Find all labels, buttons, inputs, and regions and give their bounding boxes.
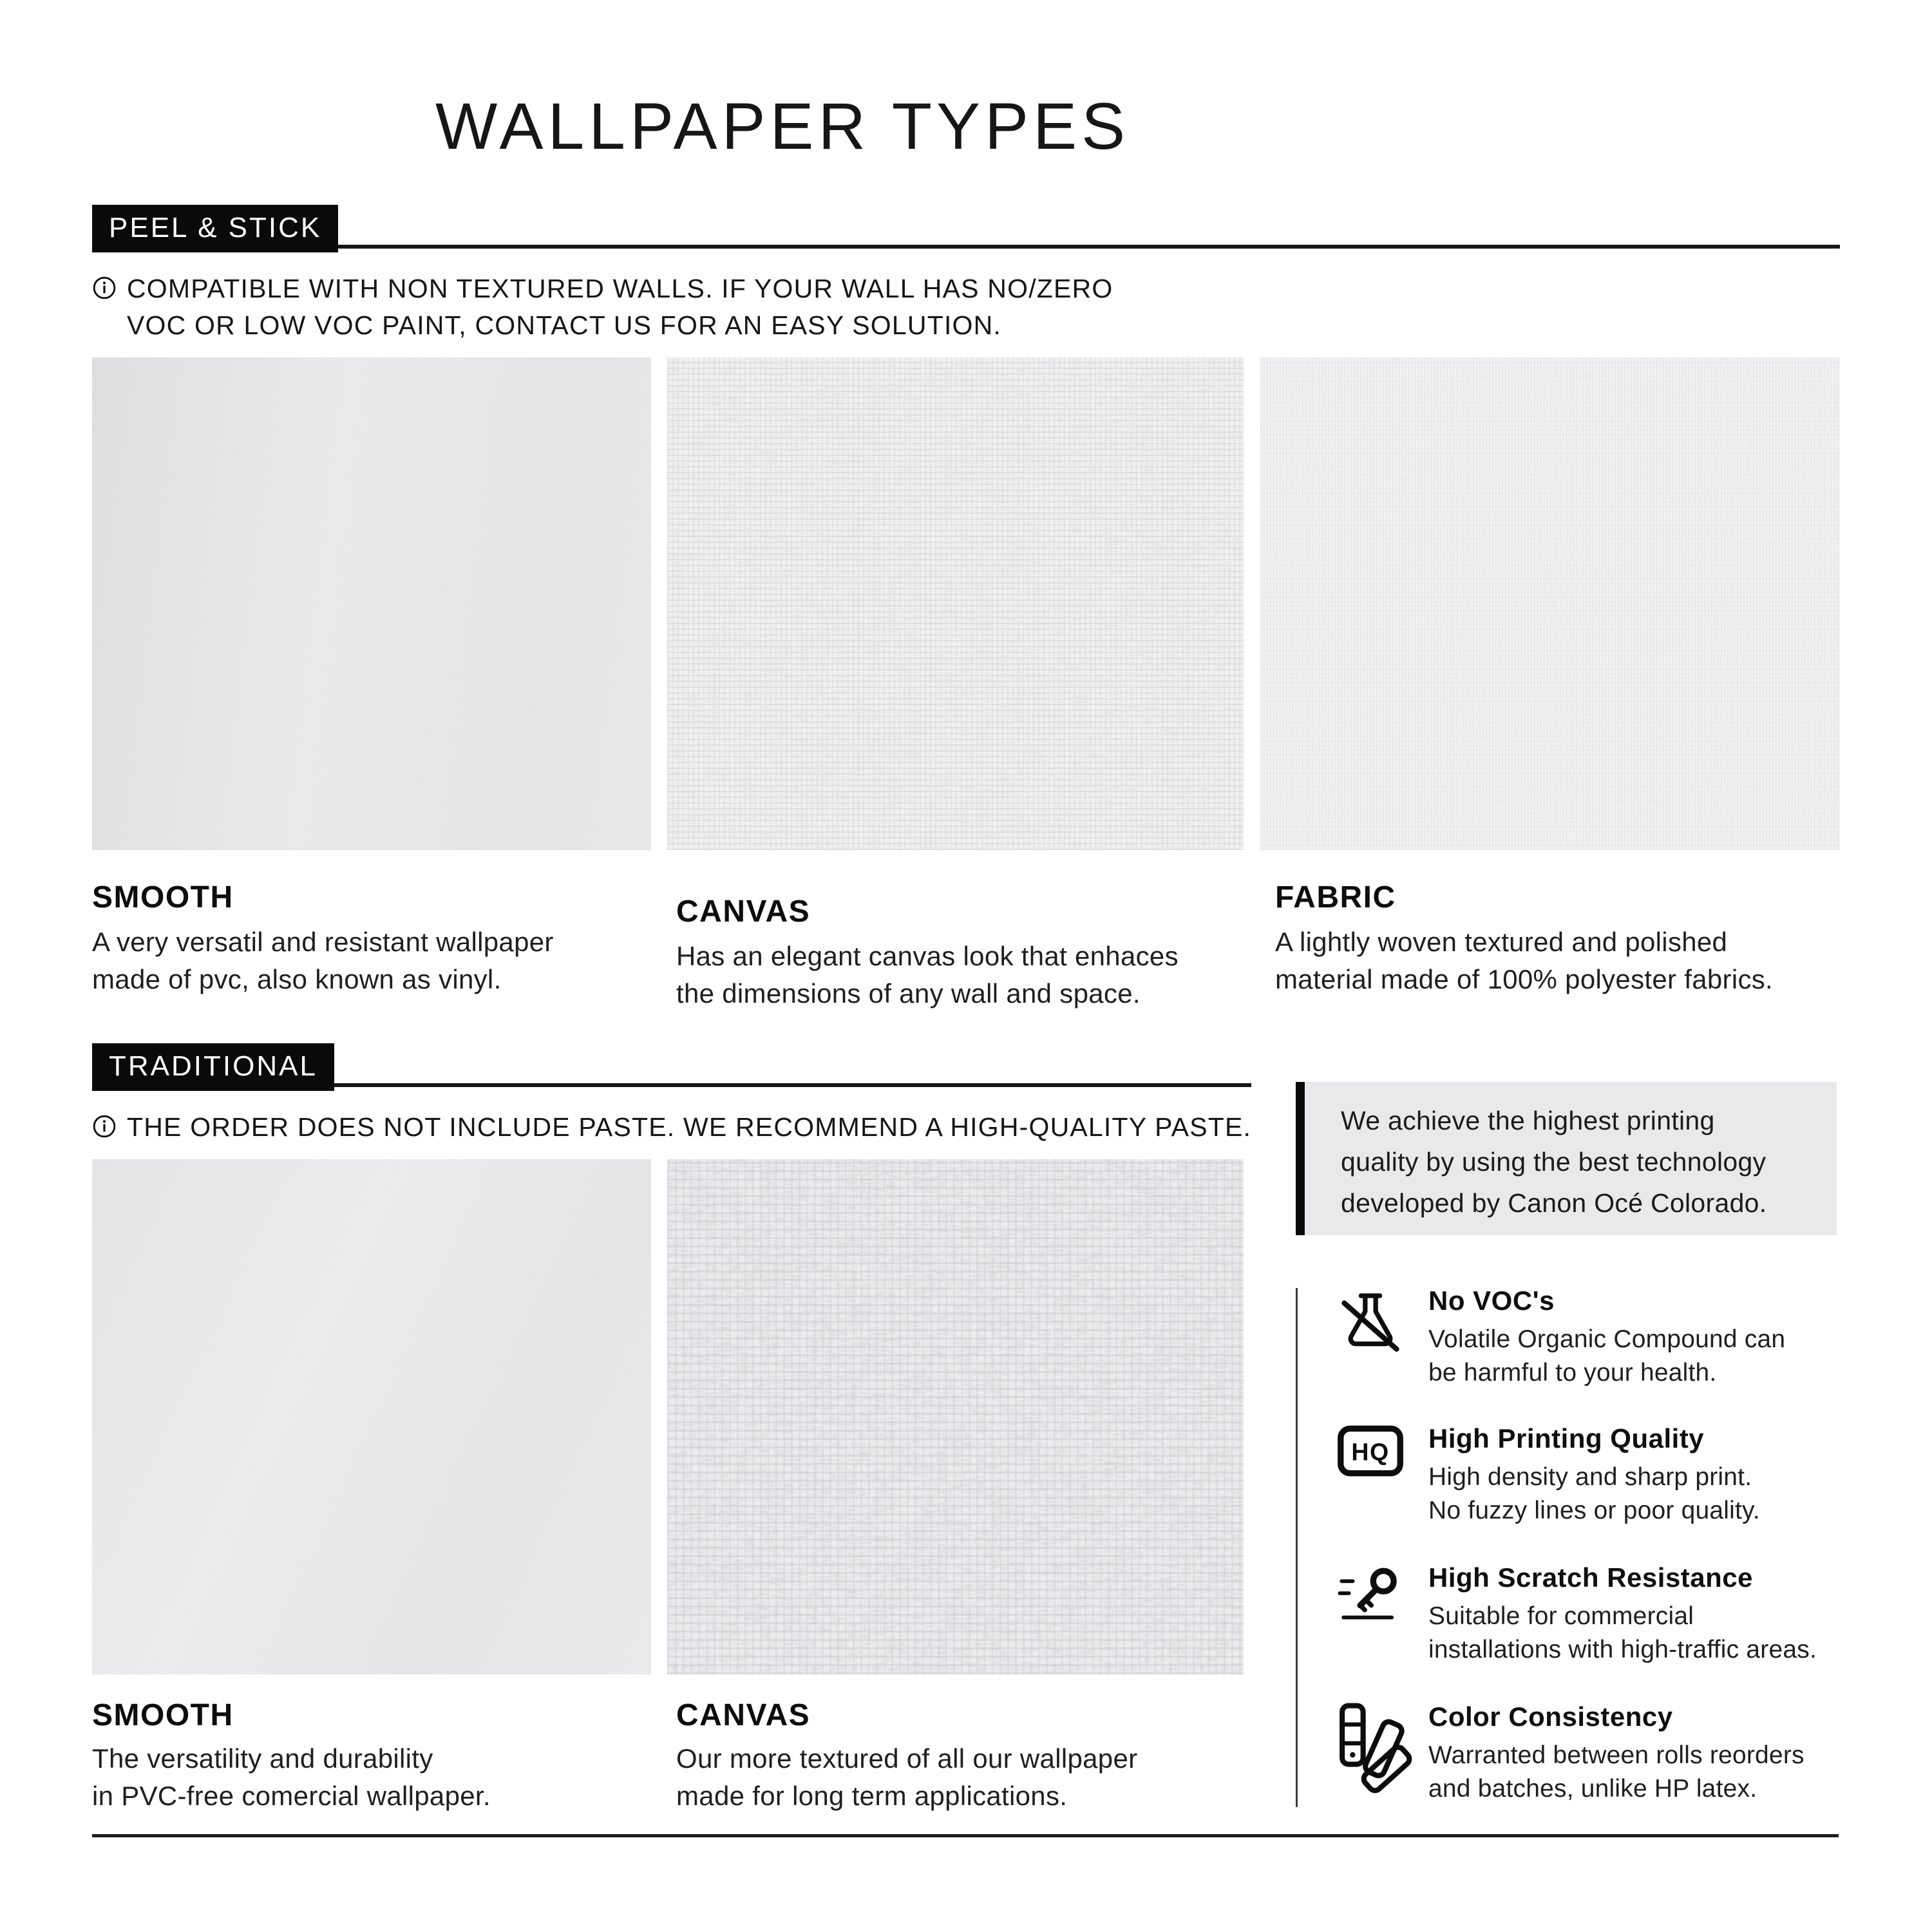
- desc-line: in PVC-free comercial wallpaper.: [92, 1781, 491, 1811]
- info-icon: [92, 276, 117, 300]
- desc-line: Our more textured of all our wallpaper: [676, 1743, 1138, 1774]
- rough-canvas-texture-noise: [667, 1159, 1244, 1674]
- feature-desc: [1428, 1600, 1817, 1667]
- feature-desc: [1428, 1461, 1760, 1528]
- desc-line: installations with high-traffic areas.: [1428, 1636, 1817, 1663]
- traditional-note: [92, 1109, 1251, 1146]
- feature-desc: [1428, 1323, 1785, 1390]
- feature-title: No VOC's: [1428, 1285, 1555, 1316]
- no-voc-flask-icon: [1334, 1285, 1406, 1356]
- scratch-key-icon: [1334, 1562, 1406, 1624]
- desc-line: Has an elegant canvas look that enhaces: [676, 941, 1179, 971]
- features-divider-line: [1296, 1288, 1298, 1807]
- note-line: THE ORDER DOES NOT INCLUDE PASTE. WE RECOMMEND A HIGH-QUALITY PASTE.: [127, 1112, 1252, 1142]
- traditional-note-text: [127, 1109, 1251, 1146]
- hq-badge-icon: [1334, 1423, 1406, 1479]
- card-desc-canvas-traditional: [676, 1740, 1137, 1815]
- smooth-texture-photo: [92, 357, 651, 850]
- note-line: VOC OR LOW VOC PAINT, CONTACT US FOR AN EASY SOLUTION.: [127, 310, 1002, 340]
- fabric-texture-photo: [1260, 357, 1840, 850]
- card-title-canvas: CANVAS: [676, 895, 811, 929]
- smooth-texture-noise: [92, 357, 651, 850]
- card-title-fabric: FABRIC: [1275, 880, 1396, 914]
- feature-color-consistency: [1334, 1701, 1869, 1806]
- feature-text: [1428, 1701, 1804, 1806]
- desc-line: the dimensions of any wall and space.: [676, 978, 1141, 1009]
- callout-line: We achieve the highest printing: [1341, 1106, 1715, 1135]
- section-label-peel-stick: PEEL & STICK: [92, 205, 338, 252]
- callout-line: quality by using the best technology: [1341, 1147, 1766, 1177]
- desc-line: Suitable for commercial: [1428, 1602, 1694, 1630]
- callout-line: developed by Canon Océ Colorado.: [1341, 1188, 1767, 1218]
- feature-title: Color Consistency: [1428, 1701, 1673, 1732]
- card-desc-fabric: [1275, 923, 1773, 998]
- hq-badge-text: HQ: [1351, 1438, 1390, 1466]
- desc-line: and batches, unlike HP latex.: [1428, 1775, 1757, 1803]
- feature-text: [1428, 1423, 1760, 1528]
- rough-canvas-texture-photo: [667, 1159, 1244, 1674]
- feature-text: [1428, 1562, 1817, 1667]
- card-title-canvas-traditional: CANVAS: [676, 1698, 811, 1732]
- desc-line: material made of 100% polyester fabrics.: [1275, 964, 1774, 994]
- card-desc-canvas: [676, 938, 1179, 1012]
- feature-high-scratch-resistance: [1334, 1562, 1869, 1667]
- info-icon: [92, 1114, 117, 1139]
- section-label-traditional: TRADITIONAL: [92, 1043, 334, 1091]
- desc-line: The versatility and durability: [92, 1743, 433, 1774]
- desc-line: made for long term applications.: [676, 1781, 1068, 1811]
- printing-quality-callout: [1296, 1082, 1837, 1235]
- page-title: WALLPAPER TYPES: [435, 90, 1130, 163]
- smooth-texture-photo: [92, 1159, 651, 1674]
- feature-title: High Scratch Resistance: [1428, 1562, 1754, 1593]
- smooth-texture-noise: [92, 1159, 651, 1674]
- desc-line: be harmful to your health.: [1428, 1359, 1717, 1387]
- peel-stick-note: [92, 270, 1113, 344]
- desc-line: Warranted between rolls reorders: [1428, 1741, 1804, 1769]
- feature-text: [1428, 1285, 1785, 1390]
- card-title-smooth-traditional: SMOOTH: [92, 1698, 234, 1732]
- peel-stick-rule: [92, 245, 1840, 249]
- fabric-texture-noise: [1260, 357, 1840, 850]
- desc-line: Volatile Organic Compound can: [1428, 1325, 1786, 1353]
- card-desc-smooth: [92, 923, 554, 998]
- desc-line: No fuzzy lines or poor quality.: [1428, 1497, 1760, 1524]
- canvas-texture-photo: [667, 357, 1244, 850]
- peel-stick-note-text: [127, 270, 1113, 344]
- feature-no-voc: [1334, 1285, 1869, 1390]
- desc-line: High density and sharp print.: [1428, 1463, 1752, 1491]
- color-swatchbook-icon: [1334, 1701, 1406, 1768]
- card-title-smooth: SMOOTH: [92, 880, 234, 914]
- desc-line: made of pvc, also known as vinyl.: [92, 964, 502, 994]
- feature-high-printing-quality: [1334, 1423, 1869, 1528]
- canvas-texture-noise: [667, 357, 1244, 850]
- desc-line: A lightly woven textured and polished: [1275, 927, 1728, 957]
- desc-line: A very versatil and resistant wallpaper: [92, 927, 554, 957]
- card-desc-smooth-traditional: [92, 1740, 491, 1815]
- feature-desc: [1428, 1739, 1804, 1806]
- feature-title: High Printing Quality: [1428, 1423, 1705, 1454]
- footer-rule: [92, 1834, 1839, 1837]
- note-line: COMPATIBLE WITH NON TEXTURED WALLS. IF YOUR WALL HAS NO/ZERO: [127, 274, 1113, 303]
